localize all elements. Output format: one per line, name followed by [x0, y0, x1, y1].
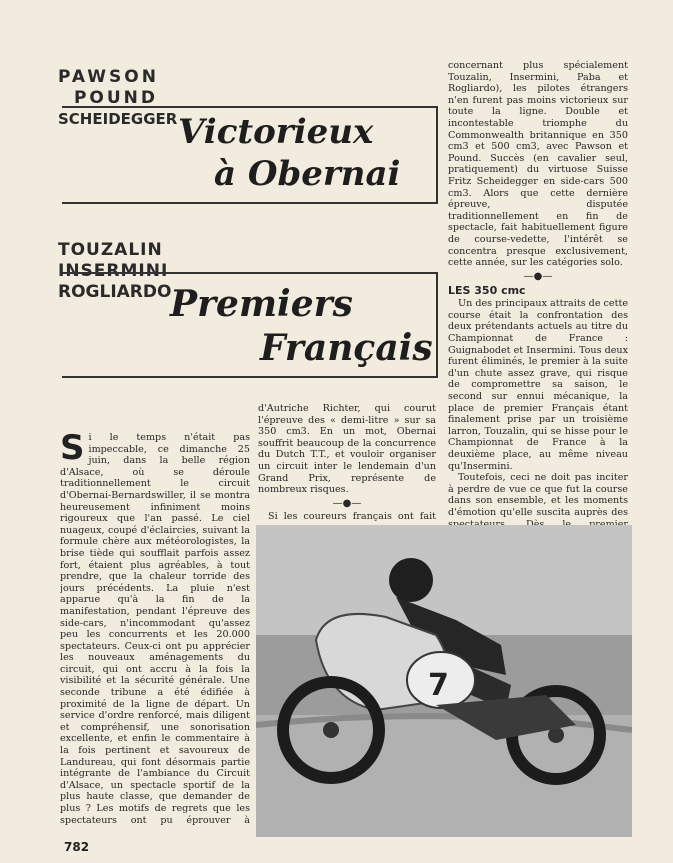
race-photo: [256, 525, 632, 837]
name-scheidegger: SCHEIDEGGER: [58, 110, 178, 128]
name-pawson: PAWSON: [58, 67, 159, 87]
middle-column: [258, 403, 436, 523]
name-insermini: INSERMINI: [58, 261, 169, 281]
right-para-1: concernant plus spécialement Touzalin, Insermini, Paba et Rogliardo), les pilotes étrangers n'en furent pas moins victorieux sur toute la ligne. Double et incontestable triomphe du Commonwealth britannique en 350 cm3 et 500 cm3, avec Pawson et Pound. Succès (en cavalier seul, pratiquement) du virtuose Suisse Fritz Scheidegger en side-cars 500 cm3. Alors que cette dernière épreuve, disputée traditionnellement en fin de spectacle, fait habituellement figure de course-vedette, l'intérêt se concentra presque exclusivement, cette année, sur les catégories solo.: [448, 60, 628, 269]
page-number: 782: [64, 840, 90, 854]
headline1-title-line2: à Obernai: [214, 154, 401, 194]
right-para-3: Toutefois, ceci ne doit pas inciter à perdre de vue ce que fut la course dans son ensemble, et les moments d'émotion qu'elle suscita auprès des: [448, 472, 628, 518]
name-rogliardo: ROGLIARDO: [58, 282, 172, 302]
middle-separator: —●—: [332, 497, 362, 509]
dropcap: S: [60, 432, 85, 468]
left-body-text: i le temps n'était pas impeccable, ce dimanche 25 juin, dans la belle région d'Alsace, où se déroule traditionnellement le circuit d'Obernai-Bernardswiller, il se montra heureusement infiniment moins rigoureux que l'an passé. Le ciel nuageux, coupé d'éclaircies, suivant la formule chère aux météorologistes, la brise tiède qui soufflait parfois assez fort, étaient plus agréables, à tout prendre, que la chaleur torride des jours précédents. La pluie n'est apparue qu'à la fin de la manifestation, pendant l'épreuve des side-cars, n'incommodant qu'assez peu les concurrents et les 20.000 spectateurs. Ceux-ci ont pu apprécier les nouveaux aménagements du circuit, qui ont accru à la fois la visibilité et la sécurité générale. Une seconde tribune a été édifiée à proximité de la ligne de départ. Un service d'ordre renforcé, mais diligent et compréhensif, une sonorisation excellente, et enfin le commentaire à la fois pertinent et savoureux de Landureau, qui font désormais partie intégrante de l'ambiance du Circuit d'Alsace, un spectacle sportif de la plus haute classe, que demander de plus ? Les motifs de regrets que les spectateurs ont pu éprouver à: [60, 432, 250, 825]
headline2-title-line2: Français: [260, 327, 433, 369]
right-para-2: Un des principaux attraits de cette course était la confrontation des deux prétendants actuels au titre du Championnat de France : Guignabodet et Insermini. Tous deux furent éliminés, le premier à la suite d'un chute assez grave, qui risque de compromettre sa saison, le second sur ennui mécanique, la place de premier Français étant finalement prise par un troisième larron, Touzalin, qui se hisse pour le Championnat de France à la deuxième place, au même niveau qu'Insermini.: [448, 298, 628, 472]
section-heading-350: LES 350 cmc: [448, 283, 526, 297]
name-pound: POUND: [73, 88, 158, 108]
left-column: [60, 432, 250, 825]
right-separator: —●—: [523, 270, 553, 282]
motorcycle-rider-illustration: [256, 525, 632, 837]
right-column: [448, 60, 628, 552]
headline1-title-line1: Victorieux: [178, 112, 374, 152]
middle-para-1: d'Autriche Richter, qui courut l'épreuve des « demi-litre » sur sa 350 cm3. En un mot, Obernai souffrit beaucoup de la concurrence du Dutch T.T., et vouloir organiser un circuit inter le lendemain d'un Grand Prix, représente de nombreux risques.: [258, 403, 436, 496]
name-touzalin: TOUZALIN: [58, 240, 163, 260]
middle-para-2: Si les coureurs français ont fait: [268, 510, 436, 522]
headline2-title-line1: Premiers: [170, 283, 353, 325]
race-number: 7: [428, 668, 449, 703]
helmet-shape: [389, 558, 433, 602]
